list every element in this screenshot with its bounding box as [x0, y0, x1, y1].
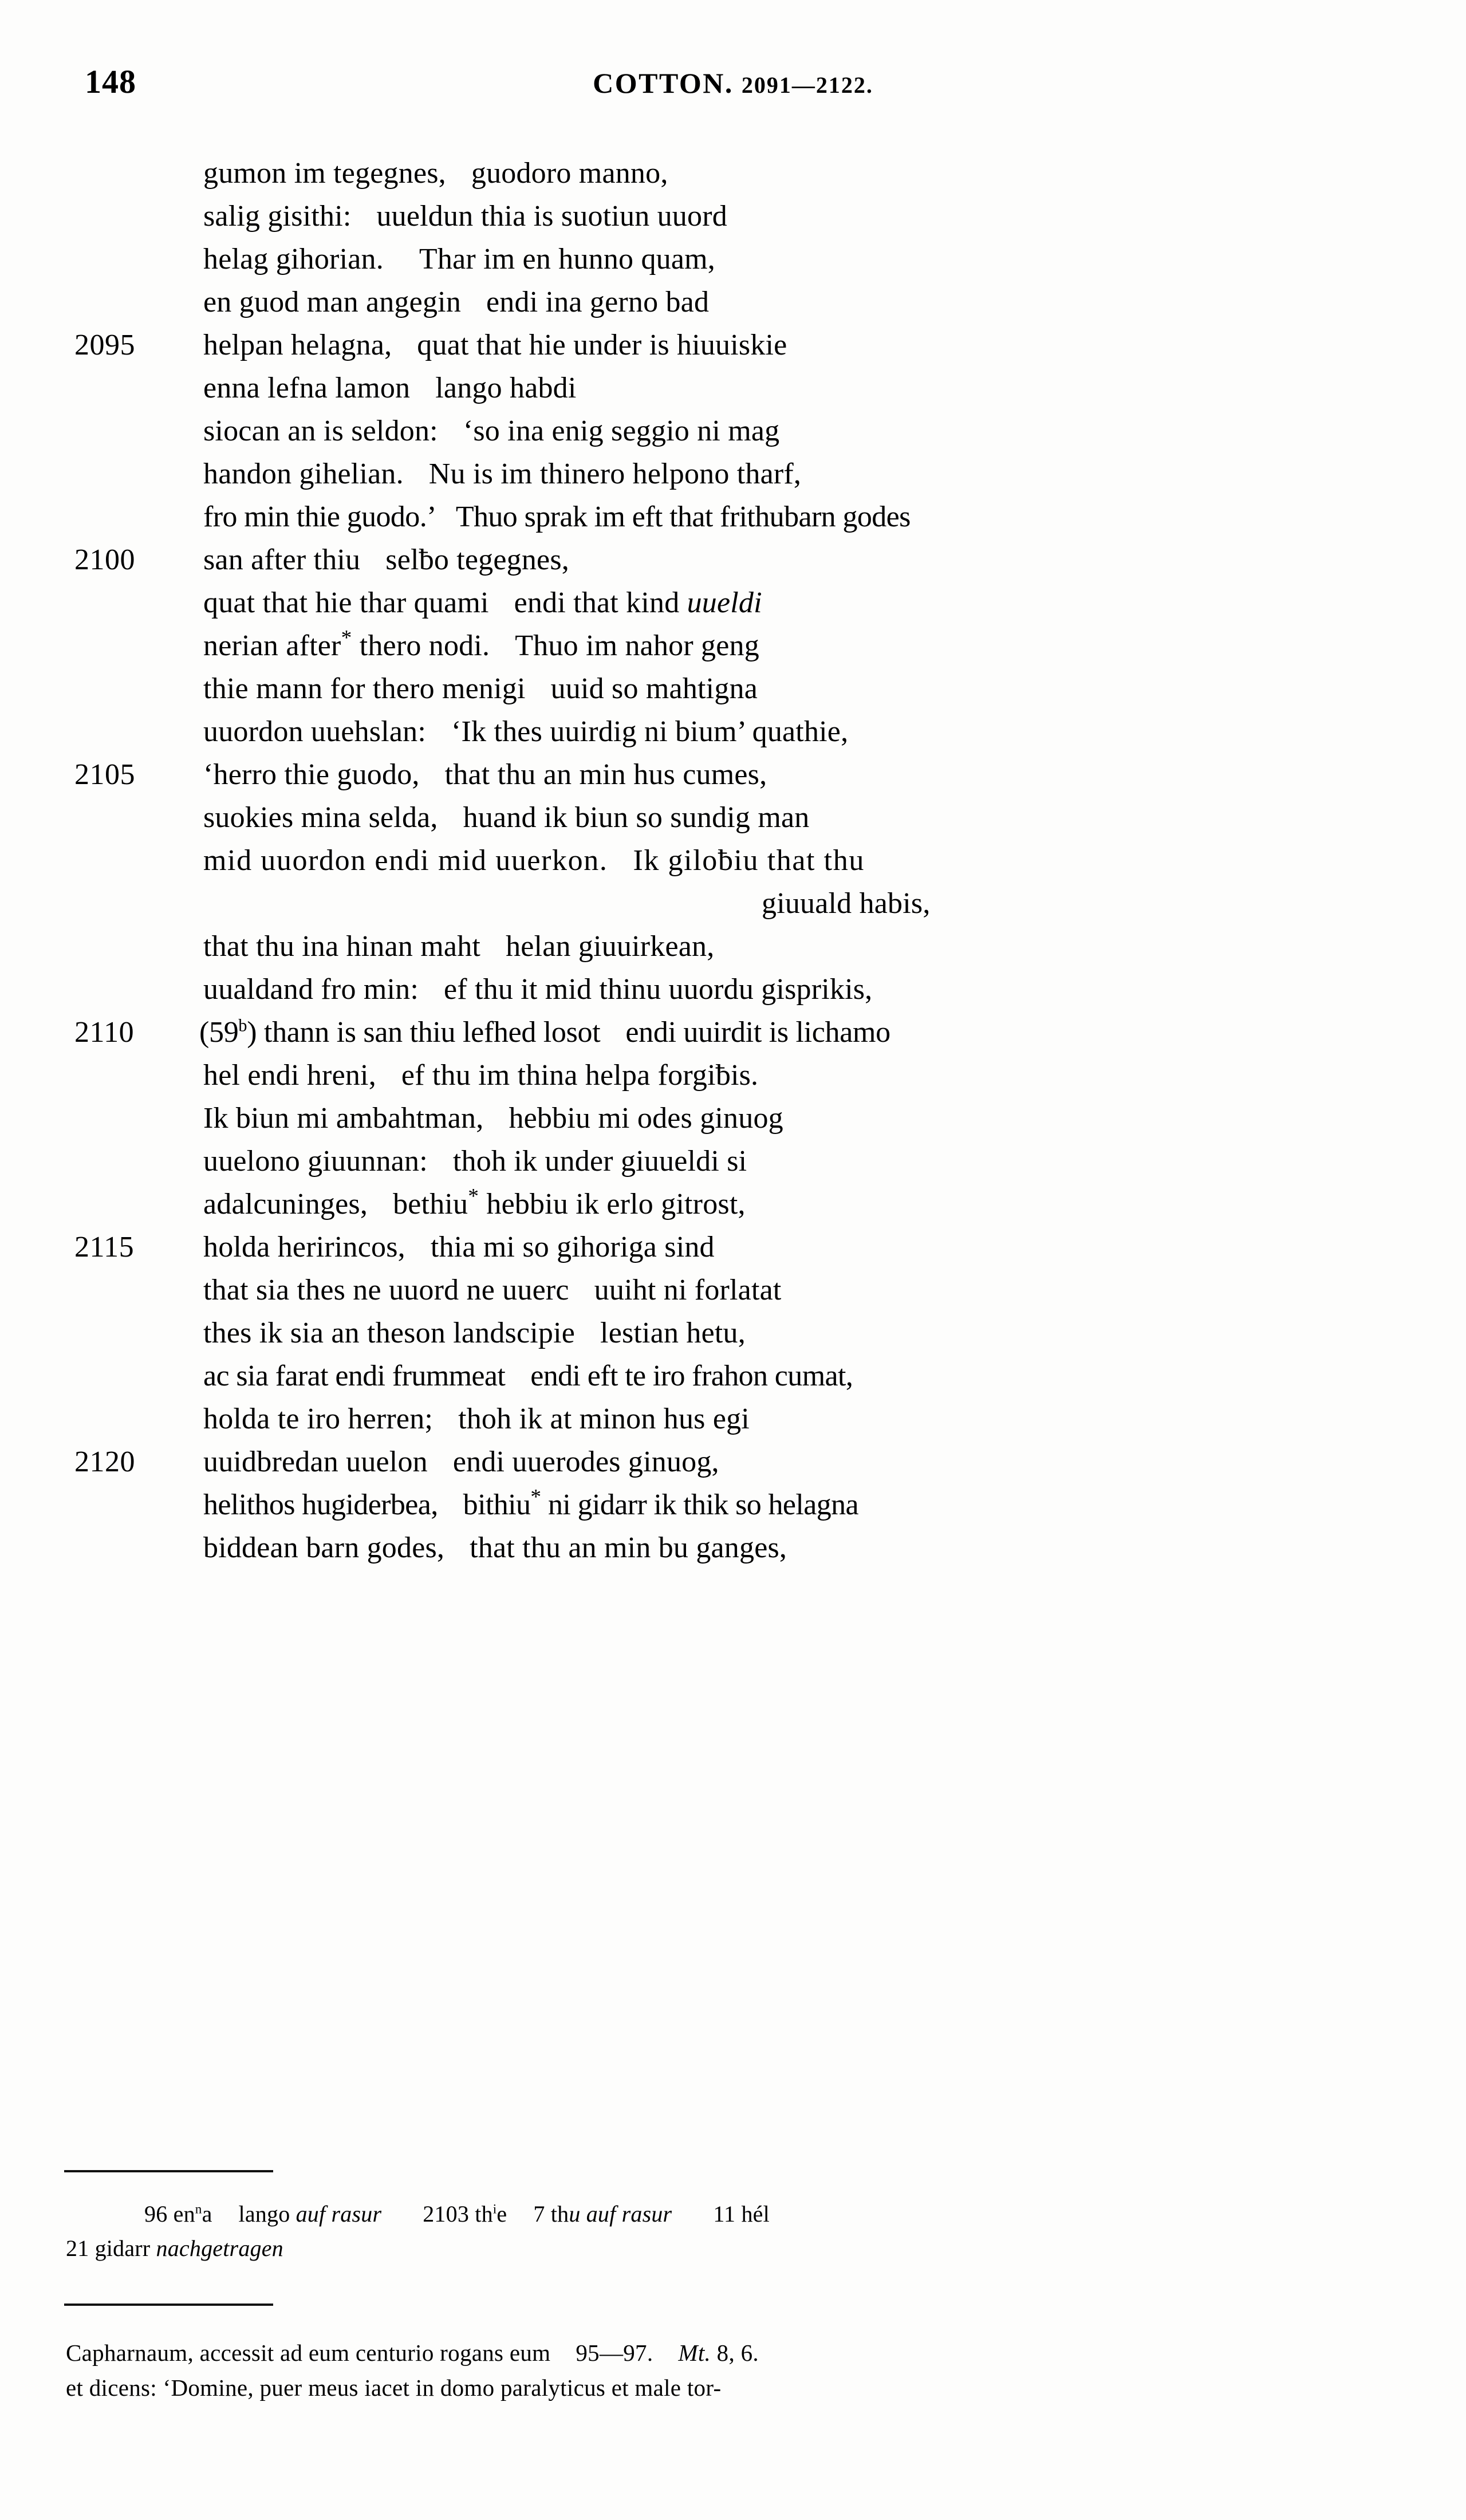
verse-text: biddean barn godes, that thu an min bu ganges,: [203, 1531, 787, 1564]
verse-text: helpan helagna, quat that hie under is hiuuiskie: [203, 329, 787, 361]
latin-note-line: et dicens: ‘Domine, puer meus iacet in domo paralyticus et male tor-: [66, 2375, 722, 2401]
verse-text: san after thiu selƀo tegegnes,: [203, 544, 569, 576]
latin-source-note: [66, 2336, 1406, 2405]
verse-text: gumon im tegegnes, guodoro manno,: [203, 157, 668, 190]
verse-text: nerian after* thero nodi. Thuo im nahor geng: [203, 626, 759, 662]
italic-lemma: uueldi: [687, 586, 762, 619]
verse-runover-text: giuuald habis,: [762, 887, 931, 920]
page-number: 148: [85, 63, 136, 100]
verse-text: siocan an is seldon: ‘so ina enig seggio ni mag: [203, 415, 780, 447]
verse-text: hel endi hreni, ef thu im thina helpa forgiƀis.: [203, 1059, 759, 1092]
verse-text: suokies mina selda, huand ik biun so sundig man: [203, 801, 810, 834]
verse-text: uualdand fro min: ef thu it mid thinu uuordu gisprikis,: [203, 973, 873, 1006]
verse-text: thie mann for thero menigi uuid so mahtigna: [203, 672, 758, 705]
apparatus-lemma: $en^na$: [173, 2201, 212, 2227]
asterisk-marker: *: [468, 1184, 479, 1208]
verse-text: helithos hugiderbea, bithiu* ni gidarr ik thik so helagna: [203, 1485, 859, 1521]
apparatus-note: nachgetragen: [156, 2235, 283, 2261]
verse-text: quat that hie thar quami endi that kind uueldi: [203, 586, 762, 619]
verse-text: that thu ina hinan maht helan giuuirkean,: [203, 930, 715, 963]
verse-text: en guod man angegin endi ina gerno bad: [203, 286, 710, 318]
bible-chapter-verse: 8, 6.: [716, 2340, 759, 2366]
verse-text: holda te iro herren; thoh ik at minon hus egi: [203, 1403, 750, 1435]
verse-text: uuordon uuehslan: ‘Ik thes uuirdig ni bium’ quathie,: [203, 715, 849, 748]
running-head: [0, 62, 1466, 108]
verse-text: mid uuordon endi mid uuerkon. Ik giloƀiu that thu: [203, 844, 865, 877]
verse-number: 2100: [74, 544, 135, 576]
verse-text: ‘herro thie guodo, that thu an min hus cumes,: [203, 758, 767, 791]
apparatus-ref: 2103: [423, 2201, 470, 2227]
verse-number: 2115: [74, 1231, 135, 1263]
apparatus-lemma: $th^ie$: [475, 2201, 507, 2227]
header-manuscript-name: COTTON.: [593, 67, 734, 99]
apparatus-ref: 7: [533, 2201, 545, 2227]
latin-note-line: Capharnaum, accessit ad eum centurio rogans eum 95—97. Mt. 8, 6.: [66, 2340, 759, 2366]
asterisk-marker: *: [341, 626, 352, 650]
verse-text: that sia thes ne uuord ne uuerc uuiht ni forlatat: [203, 1274, 782, 1306]
verse-text: ac sia farat endi frummeat endi eft te iro frahon cumat,: [203, 1360, 853, 1392]
page-title: [0, 64, 1466, 104]
verse-text: uuidbredan uuelon endi uuerodes ginuog,: [203, 1446, 719, 1478]
verse-text: handon gihelian. Nu is im thinero helpono tharf,: [203, 458, 802, 490]
latin-verse-ref: 95—97.: [576, 2340, 653, 2366]
verse-text: holda heririncos, thia mi so gihoriga sind: [203, 1231, 715, 1263]
apparatus-lemma: lango: [238, 2201, 290, 2227]
apparatus-line: [66, 2232, 283, 2265]
verse-text: salig gisithi: uueldun thia is suotiun uuord: [203, 200, 727, 233]
bible-book-abbrev: Mt.: [678, 2340, 711, 2366]
apparatus-ref: 11: [713, 2201, 736, 2227]
verse-text: fro min thie guodo.’ Thuo sprak im eft that frithubarn godes: [203, 501, 911, 533]
header-line-range: 2091—2122.: [741, 72, 873, 98]
apparatus-note: u auf rasur: [569, 2201, 672, 2227]
apparatus-lemma: th: [550, 2201, 569, 2227]
verse-text: helag gihorian. Thar im en hunno quam,: [203, 243, 715, 275]
apparatus-separator-rule: [64, 2170, 273, 2172]
apparatus-ref: 96: [144, 2201, 168, 2227]
verse-text: adalcuninges, bethiu* hebbiu ik erlo gitrost,: [203, 1184, 746, 1220]
verse-text: enna lefna lamon lango habdi: [203, 372, 577, 404]
apparatus-ref: 21: [66, 2235, 89, 2261]
verse-number: 2110: [74, 1016, 135, 1049]
verse-number: 2120: [74, 1446, 135, 1478]
apparatus-line: [144, 2198, 770, 2230]
latin-note-separator-rule: [64, 2304, 273, 2306]
apparatus-note: auf rasur: [295, 2201, 382, 2227]
verse-text: thes ik sia an theson landscipie lestian hetu,: [203, 1317, 746, 1349]
superscript-letter: n: [195, 2202, 202, 2217]
verse-text: (59$^b$) thann is san thiu lefhed losot endi uuirdit is lichamo: [199, 1015, 890, 1049]
verse-text: uuelono giuunnan: thoh ik under giuueldi si: [203, 1145, 747, 1178]
asterisk-marker: *: [530, 1485, 541, 1509]
apparatus-lemma: gidarr: [94, 2235, 151, 2261]
folio-superscript: b: [238, 1015, 247, 1035]
verse-number: 2095: [74, 329, 135, 361]
verse-text: Ik biun mi ambahtman, hebbiu mi odes ginuog: [203, 1102, 783, 1135]
verse-number: 2105: [74, 758, 135, 791]
superscript-letter: i: [492, 2202, 497, 2217]
apparatus-lemma: hél: [741, 2201, 770, 2227]
